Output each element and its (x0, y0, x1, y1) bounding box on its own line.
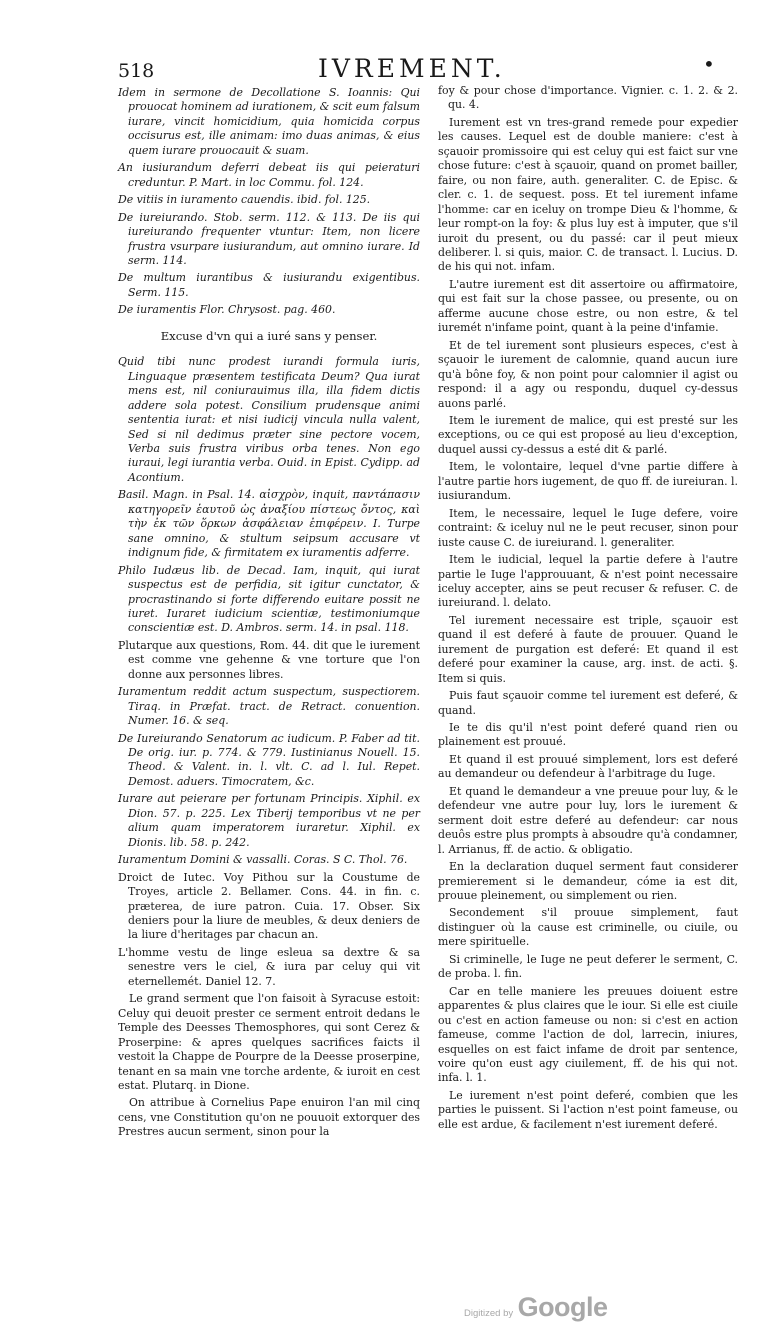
paragraph: Ie te dis qu'il n'est point deferé quand rien ou plainement est prouué. (438, 721, 738, 749)
paragraph: Idem in sermone de Decollatione S. Ioannis: Qui prouocat hominem ad iurationem, & scit eum falsum iurare, vincit homicidium, quia homicida corpus occisurus est, ille animam: imo duas animas, & eius quem iurare prouocauit & suam. (118, 86, 420, 157)
watermark-digitized-by: Digitized by (464, 1308, 514, 1319)
section-subheading: Excuse d'vn qui a iuré sans y penser. (160, 328, 378, 343)
paragraph: En la declaration duquel serment faut considerer premierement si le demandeur, cóme ia est dit, prouue pleinement, ou simplement ou rien. (438, 860, 738, 903)
paragraph: On attribue à Cornelius Pape enuiron l'an mil cinq cens, vne Constitution qu'on ne pouuoit extorquer des Prestres aucun serment, sinon pour la (118, 1096, 420, 1139)
paragraph: Item, le volontaire, lequel d'vne partie differe à l'autre partie hors iugement, de quo ff. de iureiuran. l. iusiurandum. (438, 460, 738, 503)
paragraph: Car en telle maniere les preuues doiuent estre apparentes & plus claires que le iour. Si elle est ciuile ou c'est en action fameuse ou non: si c'est en action fameuse, comme l'action de dol, larrecin, iniures, esquelles on est faict infame de droit par sentence, voire qu'on eust agy ciuilement, ff. de his qui not. infa. l. 1. (438, 984, 738, 1085)
paragraph: Si criminelle, le Iuge ne peut deferer le serment, C. de proba. l. fin. (438, 952, 738, 981)
paragraph: Iuramentum reddit actum suspectum, suspectiorem. Tiraq. in Præfat. tract. de Retract. conuention. Numer. 16. & seq. (118, 685, 420, 728)
corner-mark: • (703, 52, 715, 76)
page-number: 518 (118, 60, 155, 82)
left-column (118, 86, 420, 1143)
paragraph: L'homme vestu de linge esleua sa dextre & sa senestre vers le ciel, & iura par celuy qui vit eternellemét. Daniel 12. 7. (118, 945, 420, 988)
right-column (438, 84, 738, 1135)
paragraph: An iusiurandum deferri debeat iis qui peieraturi creduntur. P. Mart. in loc Commu. fol. 124. (118, 161, 420, 189)
paragraph: De iuramentis Flor. Chrysost. pag. 460. (118, 303, 336, 317)
paragraph: Et quand le demandeur a vne preuue pour luy, & le defendeur vne autre pour luy, lors le iurement & serment doit estre deferé au defendeur: car nous deuôs estre plus prompts à absoudre qu'à condamner, l. Arrianus, ff. de actio. & obligatio. (438, 784, 738, 856)
paragraph: Le grand serment que l'on faisoit à Syracuse estoit: Celuy qui deuoit prester ce serment entroit dedans le Temple des Deesses Themosphores, qui sont Cerez & Proserpine: & apres quelques sacrifices faicts il vestoit la Chappe de Pourpre de la Deesse proserpine, tenant en sa main vne torche ardente, & iuroit en cest estat. Plutarq. in Dione. (118, 992, 420, 1092)
running-title: IVREMENT. (318, 54, 506, 83)
paragraph: Iuramentum Domini & vassalli. Coras. S C. Thol. 76. (118, 853, 408, 867)
paragraph: Tel iurement necessaire est triple, sçauoir est quand il est deferé à faute de prouuer. Quand le iurement de purgation est deferé: Et quand il est deferé pour examiner la cause, arg. inst. de acti. §. Item si quis. (438, 613, 738, 685)
paragraph: Plutarque aux questions, Rom. 44. dit que le iurement est comme vne gehenne & vne torture que l'on donne aux personnes libres. (118, 638, 420, 681)
paragraph: Item le iurement de malice, qui est presté sur les exceptions, ou ce qui est proposé au lieu d'exception, duquel aussi cy-dessus a esté dit & parlé. (438, 413, 738, 456)
watermark-google-logo: Google (517, 1292, 608, 1322)
paragraph: Puis faut sçauoir comme tel iurement est deferé, & quand. (438, 689, 738, 717)
paragraph: L'autre iurement est dit assertoire ou affirmatoire, qui est fait sur la chose passee, ou presente, ou on afferme aucune chose estre, ou non estre, & tel iuremét n'infame point, quant à la peine d'infamie. (438, 277, 738, 335)
google-watermark (464, 1292, 608, 1323)
paragraph: Et de tel iurement sont plusieurs especes, c'est à sçauoir le iurement de calomnie, quand aucun iure qu'à bône foy, & non point pour calomnier il agist ou respond: il a agy ou respondu, duquel cy-dessus auons parlé. (438, 338, 738, 410)
paragraph: Iurement est vn tres-grand remede pour expedier les causes. Lequel est de double maniere: c'est à sçauoir promissoire qui est celuy qui est faict sur vne chose future: c'est à sçauoir, quand on promet bailler, faire, ou non faire, auth. generaliter. C. de Episc. & cler. c. 1. de sequest. poss. Et tel iurement infame l'homme: car en iceluy on trompe Dieu & l'homme, & leur rompt-on la foy: & plus luy est à imputer, que s'il iuroit du present, ou du passé: car il peut mieux deliberer. l. si quis, maior. C. de transact. l. Lucius. D. de his qui not. infam. (438, 115, 738, 274)
paragraph: De Iureiurando Senatorum ac iudicum. P. Faber ad tit. De orig. iur. p. 774. & 779. Iustinianus Nouell. 15. Theod. & Valent. in. l. vlt. C. ad l. Iul. Repet. Demost. aduers. Timocratem, &c. (118, 731, 420, 788)
paragraph: Et quand il est prouué simplement, lors est deferé au demandeur ou defendeur à l'arbitrage du Iuge. (438, 752, 738, 781)
paragraph: Le iurement n'est point deferé, combien que les parties le puissent. Si l'action n'est point fameuse, ou elle est ardue, & facilement n'est iurement deferé. (438, 1088, 738, 1131)
paragraph: Basil. Magn. in Psal. 14. αἰσχρὸν, inquit, παντάπασιν κατηγορεῖν ἑαυτοῦ ὡς ἀναξίου πίστεως ὄντος, καὶ τὴν ἐκ τῶν ὅρκων ἀσφάλειαν ἐπιφέρειν. I. Turpe sane omnino, & stultum seipsum accusare vt indignum fide, & firmitatem ex iuramentis adferre. (118, 488, 420, 560)
paragraph: Item, le necessaire, lequel le Iuge defere, voire contraint: & iceluy nul ne le peut recuser, sinon pour iuste cause C. de iureiurand. l. generaliter. (438, 506, 738, 549)
paragraph: Secondement s'il prouue simplement, faut distinguer où la cause est criminelle, ou ciuile, ou mere spirituelle. (438, 906, 738, 949)
paragraph: De vitiis in iuramento cauendis. ibid. fol. 125. (118, 193, 371, 207)
paragraph: foy & pour chose d'importance. Vignier. c. 1. 2. & 2. qu. 4. (438, 84, 738, 112)
paragraph: Iurare aut peierare per fortunam Principis. Xiphil. ex Dion. 57. p. 225. Lex Tiberij temporibus vt ne per alium quam imperatorem iuraretur. Xiphil. ex Dionis. lib. 58. p. 242. (118, 792, 420, 849)
paragraph: Droict de Iutec. Voy Pithou sur la Coustume de Troyes, article 2. Bellamer. Cons. 44. in fin. c. præterea, de iure patron. Cuia. 17. Obser. Six deniers pour la liure de meubles, & deux deniers de la liure d'heritages par chacun an. (118, 870, 420, 942)
paragraph: Quid tibi nunc prodest iurandi formula iuris, Linguaque præsentem testificata Deum? Qua iurat mens est, nil coniurauimus illa, illa fidem dictis addere sola potest. Consilium prudensque animi sententia iurat: et nisi iudicij vincula nulla valent, Sed si nil dedimus præter sine pectore vocem, Verba suis frustra viribus orba tenes. Non ego iuraui, legi iurantia verba. Ouid. in Epist. Cydipp. ad Acontium. (118, 355, 420, 484)
paragraph: De multum iurantibus & iusiurandu exigentibus. Serm. 115. (118, 271, 420, 299)
paragraph: De iureiurando. Stob. serm. 112. & 113. De iis qui iureiurando frequenter vtuntur: Item, non licere frustra vsurpare iusiurandum, aut omnino iurare. Id serm. 114. (118, 210, 420, 267)
paragraph: Item le iudicial, lequel la partie defere à l'autre partie le Iuge l'approuuant, & n'est point necessaire iceluy accepter, ains se peut recuser & refuser. C. de iureiurand. l. delato. (438, 553, 738, 610)
paragraph: Philo Iudæus lib. de Decad. Iam, inquit, qui iurat suspectus est de perfidia, sit igitur cunctator, & procrastinando si forte differendo euitare possit ne iuret. Iuraret iudicium scientiæ, testimoniumque conscientiæ est. D. Ambros. serm. 14. in psal. 118. (118, 563, 420, 635)
